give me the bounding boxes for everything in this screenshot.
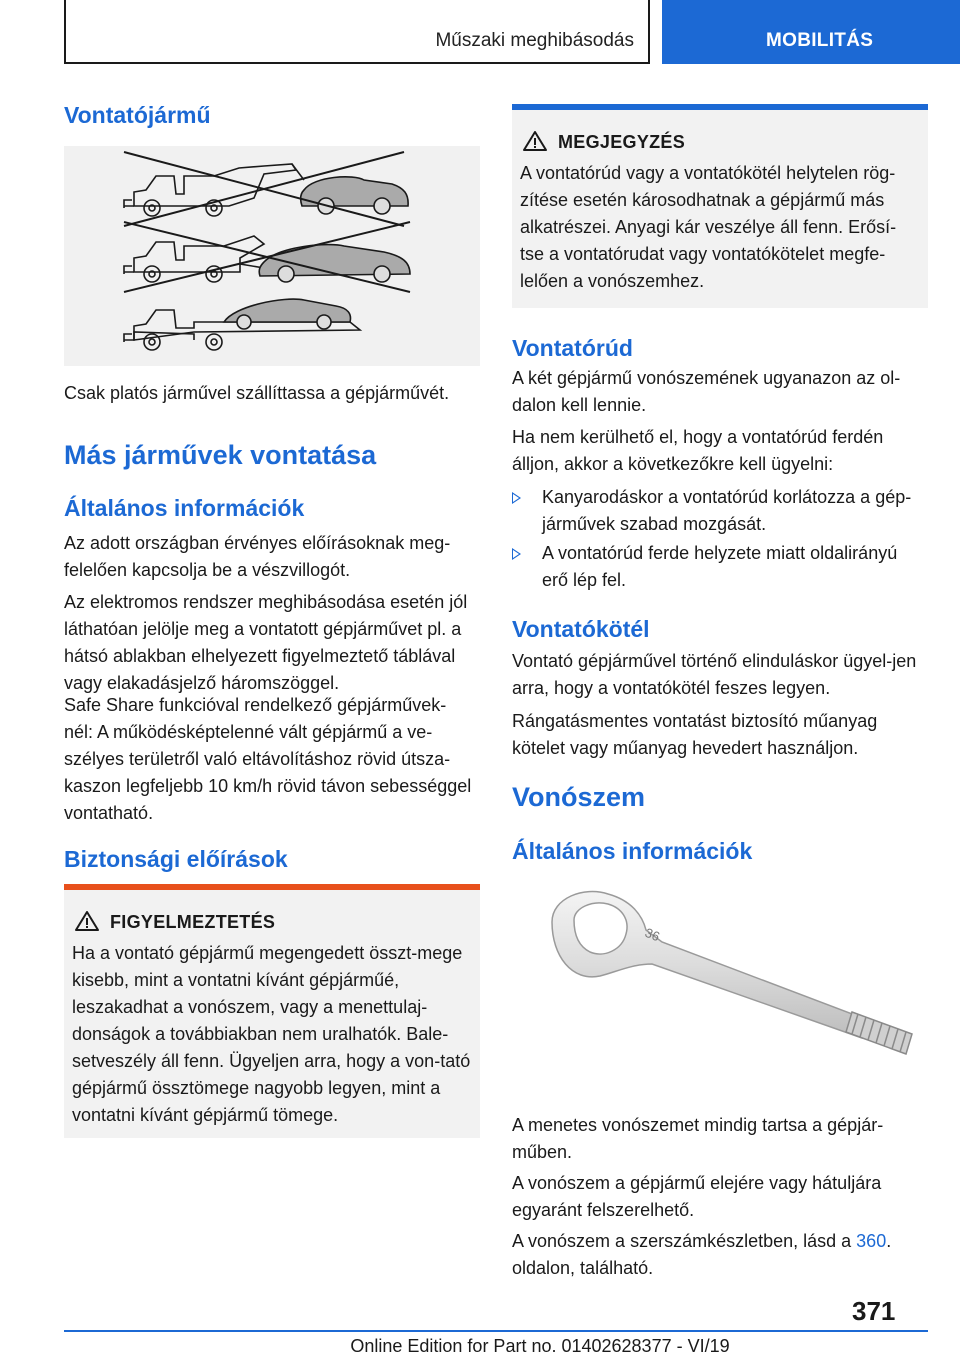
paragraph-safe-share: Safe Share funkcióval rendelkező gépjárművek-nél: A működésképtelenné vált gépjármű a ve-szélyes területről való eltávolításhoz rövid útsza-kaszon legfeljebb 10 km/h rövid távon sebességgel vontatható. [64,695,472,823]
page-reference-link[interactable]: 360 [856,1231,887,1251]
caution-triangle-icon [522,130,548,152]
footer-edition: Online Edition for Part no. 01402628377 - VI/19 [350,1336,730,1356]
tow-eye-figure [512,880,928,1080]
header-section-box [64,0,650,64]
heading-towing-vehicle: Vontatójármű [64,102,211,128]
paragraph-eye-location [512,1228,926,1282]
heading-tow-rope: Vontatókötél [512,616,650,642]
tow-truck-illustration [64,146,480,366]
bullet-triangle-icon [512,492,521,504]
header-section-title: Műszaki meghibásodás [435,30,634,51]
heading-towing-others: Más járművek vontatása [64,440,377,470]
note-title: MEGJEGYZÉS [558,132,686,152]
bullet-text: Kanyarodáskor a vontatórúd korlátozza a gép-járművek szabad mozgását. [542,487,912,534]
header-chapter-title: MOBILITÁS [766,30,874,51]
tow-eye-illustration [512,880,928,1080]
warning-body: Ha a vontató gépjármű megengedett összt-mege kisebb, mint a vontatni kívánt gépjárműé, leszakadhat a vonószem, vagy a menettulaj-donságok a továbbiakban nem uralhatók. Bale-setveszély áll fenn. Ügyeljen arra, hogy a von-tató gépjármű össztömege nagyobb legyen, mint a vontatni kívánt gépjármű tömege. [72,943,471,1125]
warning-bar [64,884,480,890]
heading-tow-eye-general: Általános információk [512,838,753,864]
eye-location-text: A vonószem a szerszámkészletben, lásd a [512,1231,857,1251]
heading-safety-rules: Biztonsági előírások [64,846,288,872]
tow-truck-figure [64,146,480,366]
note-bar [512,104,928,110]
paragraph-hazard-lights: Az adott országban érvényes előírásoknak meg-felelően kapcsolja be a vészvillogót. [64,533,451,580]
heading-tow-eye: Vonószem [512,782,646,812]
heading-general-info: Általános információk [64,495,305,521]
paragraph-rope-tight: Vontató gépjárművel történő elinduláskor ügyel-jen arra, hogy a vontatókötél feszes legyen. [512,651,917,698]
note-box [512,104,928,308]
bullet-text: A vontatórúd ferde helyzete miatt oldalirányú erő lép fel. [542,543,898,590]
heading-towbar: Vontatórúd [512,335,633,361]
paragraph-towbar-same-side: A két gépjármű vonószemének ugyanazon az ol-dalon kell lennie. [512,368,901,415]
tow-eye-label: 36 [642,924,662,945]
paragraph-towbar-angle: Ha nem kerülhető el, hogy a vontatórúd ferdén álljon, akkor a következőkre kell ügyelni: [512,427,884,474]
page-number: 371 [852,1296,896,1326]
bullet-item [512,484,928,538]
eye-location-period: . [886,1231,892,1251]
bullet-item [512,540,928,594]
eye-location-text-end: oldalon, található. [512,1258,654,1278]
note-body: A vontatórúd vagy a vontatókötél helytelen rög-zítése esetén károsodhatnak a gépjármű más alkatrészei. Anyagi kár veszélye áll fenn. Erősí-tse a vontatórudat vagy vontatókötelet megfe-lelően a vonószemhez. [520,163,897,291]
figure-caption: Csak platós járművel szállíttassa a gépjárművét. [64,383,450,403]
warning-box [64,884,480,1138]
paragraph-eye-mount: A vonószem a gépjármű elejére vagy hátuljára egyaránt felszerelhető. [512,1173,882,1220]
bullet-triangle-icon [512,548,521,560]
warning-title: FIGYELMEZTETÉS [110,912,276,932]
paragraph-eye-keep: A menetes vonószemet mindig tartsa a gépjár-műben. [512,1115,884,1162]
warning-triangle-icon [74,910,100,932]
paragraph-rope-material: Rángatásmentes vontatást biztosító műanyag kötelet vagy műanyag hevedert használjon. [512,711,878,758]
paragraph-electrical-failure: Az elektromos rendszer meghibásodása esetén jól láthatóan jelölje meg a vontatott gépjárművet pl. a hátsó ablakban elhelyezett figyelmeztető táblával vagy elakadásjelző háromszöggel. [64,592,468,693]
header-chapter-box [662,0,960,64]
footer-divider [64,1330,928,1332]
